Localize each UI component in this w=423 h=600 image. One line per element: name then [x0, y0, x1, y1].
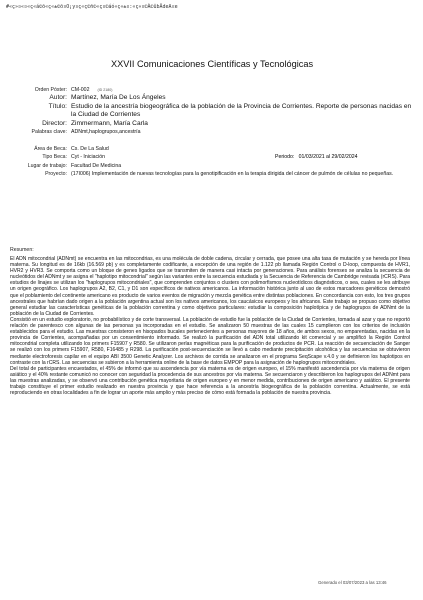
row-proyecto	[10, 170, 415, 178]
label-director: Director:	[42, 119, 67, 127]
value-periodo: 01/03/2021 al 29/02/2024	[298, 154, 358, 161]
label-titulo: Título:	[48, 102, 67, 110]
label-area-beca: Área de Beca:	[34, 145, 67, 152]
label-periodo: Periodo:	[275, 154, 295, 161]
orden-poster-id: (ID 2180)	[97, 88, 113, 92]
label-lugar-trabajo: Lugar de trabajo:	[27, 162, 67, 169]
periodo	[275, 153, 358, 161]
row-titulo	[10, 103, 415, 120]
abstract-text	[10, 256, 410, 396]
value-area-beca: Cs. De La Salud	[71, 145, 109, 152]
resumen-label: Resumen:	[10, 247, 34, 253]
row-lugar-trabajo	[10, 162, 415, 170]
value-director: Zimmermann, María Carla	[71, 119, 148, 127]
header-code: #«ç»¤«¤«ç«á©õ«ç«±©õ¤O¡y¤ç«ç©ñ©«ç¤©áó«ç«±¤:«ç«¤©À©ûbÂdeA¤e	[6, 4, 178, 10]
label-tipo-beca: Tipo Beca:	[42, 154, 67, 161]
row-palabras-clave	[10, 128, 415, 136]
value-proyecto: (17I006) Implementación de nuevas tecnologías para la genotipificación en la terapia dirigida del cáncer de pulmón de células no pequeñas.	[71, 171, 394, 178]
abstract-paragraph-2: Consistió en un estudio exploratorio, no probabilístico y de corte transversal. La población de estudio fue la población de la Ciudad de Corrientes, tomada al azar y que no reportó relación de parentesco con algunas de las personas ya incorporadas en el estudio. Se analizaron 50 muestras de las cuales 15 cumplieron con los criterios de inclusión establecidos para el estudio. Las muestras consisteron en hisopados bucales pertenecientes a personas mayores de 18 años, de ambos sexos, no emparentadas, nacidas en la provincia de Corrientes, acompañadas por un consentimiento informado. Se realizó la purificación del ADN total utilizando kit comercial y se amplificó la Región Control mitocondrial completa utilizando los primers F15907 y R580. Se utilizaron perlas magnéticas para la purificación de productos de PCR. La reacción de secuenciación de Sanger se realizó con los primers F15907, R580, F16485 y R298. La purificación post-secuenciación se llevó a cabo mediante precipitación alcohólica y las secuencias se obtuvieron mediante electroforesis capilar en el equipo ABI 3500 Genetic Analyzer. Los archivos de corrida se analizaron en el programa SeqScape v.4.0 y se definieron los haplotipos en contraste con la rCRS. Las secuencias se subieron a la herramienta online de la base de datos EMPOP para la asignación de haplogrupos mitocondriales.	[10, 316, 410, 366]
label-palabras-clave: Palabras clave:	[31, 129, 67, 136]
value-lugar-trabajo: Facultad De Medicina	[71, 162, 122, 169]
row-area-beca	[10, 145, 415, 153]
value-autor: Martínez, María De Los Ángeles	[71, 94, 166, 102]
value-titulo: Estudio de la ancestría biogeográfica de la población de la Provincia de Corrientes. Reporte de personas nacidas en la Ciudad de Corrientes	[71, 102, 412, 119]
page-title: XXVII Comunicaciones Científicas y Tecnológicas	[111, 59, 314, 69]
row-tipo-beca	[10, 153, 415, 161]
generated-footer: Generado el 03/07/2023 a las 13:46	[318, 580, 387, 585]
row-autor	[10, 94, 415, 103]
abstract-paragraph-1: El ADN mitocondrial (ADNmt) se encuentra en las mitocondrias, es una molécula de doble cadena, circular y cerrada, que posee una alta tasa de mutación y se hereda por línea materna. Su longitud es de 16kb (16.569 pb) y es completamente codificante, a excepción de una región de 1.122 pb llamada Región Control o D-loop, compuesta de HVR1, HVR2 y HVR3. Se comporta como un bloque de genes ligados que se transmiten de manera casi intacta por generaciones. Para análisis forenses se analiza la secuencia de nucleótidos del ADNmt y se asigna el "haplotipo mitocondrial" según las variantes entre la secuencia estudiada y la Secuencia de Referencia de Cambridge revisada (rCRS). Para estudios de linajes se utilizan los "haplogrupos mitocondriales", que comprenden conjuntos o clusters con polimorfismos nucleotídicos diagnósticos, o sea, cuales se les atribuye un origen geográfico. Los haplogrupos A2, B2, C1, y D1 son específicos de nativos americanos. La información histórica junto al uso de estos marcadores genéticos demostró que el poblamiento del continente americano es producto de varios eventos de migración y mezcla genética entre distintas poblaciones. En concordancia con esto, los tres grupos ancestrales que habrían dado origen a la población argentina actual son los nativos americanos, los caucásicos europeos y los africanos. Este trabajo se propuso como objetivo general estudiar las características genéticas de la población correntina y como objetivos particulares: estudiar la composición haplotípica y de haplogrupos de ADNmt de la población de la Ciudad de Corrientes.	[10, 256, 410, 317]
value-tipo-beca: Cyt - Iniciación	[71, 154, 106, 161]
label-autor: Autor:	[49, 94, 67, 102]
value-palabras-clave: ADNmt,haplogrupos,ancestría	[71, 129, 141, 136]
project-fields	[10, 86, 415, 178]
label-orden-poster: Orden Póster:	[34, 87, 67, 93]
label-proyecto: Proyecto:	[45, 171, 67, 178]
row-director	[10, 120, 415, 129]
value-orden-poster: CM-002 (ID 2180)	[71, 87, 113, 93]
abstract-paragraph-3: Del total de participantes encuestados, el 45% de informó que su ascendencia por vía materna es de origen europeo, el 15% manifestó ascendencia por vía materna de origen asiático y el 40% restante comunicó no conocer con seguridad la procedencia de sus ancestros por vía materna. Se secuenciaron y describieron los haplogrupos del ADNmt para las muestras analizadas, y se observó una contribución genética mayoritaria de origen europeo y en menor medida, contribuciones de origen americano y asiático. El presente trabajo constituye el primer estudio realizado en nuestra provincia y que hace referencia a la ancestría biogeográfica de la población correntina. Actualmente, se está reproduciendo en otras localidades a fin de lograr un aporte más amplio y más preciso de cómo está formada la población de nuestra provincia.	[10, 365, 410, 397]
